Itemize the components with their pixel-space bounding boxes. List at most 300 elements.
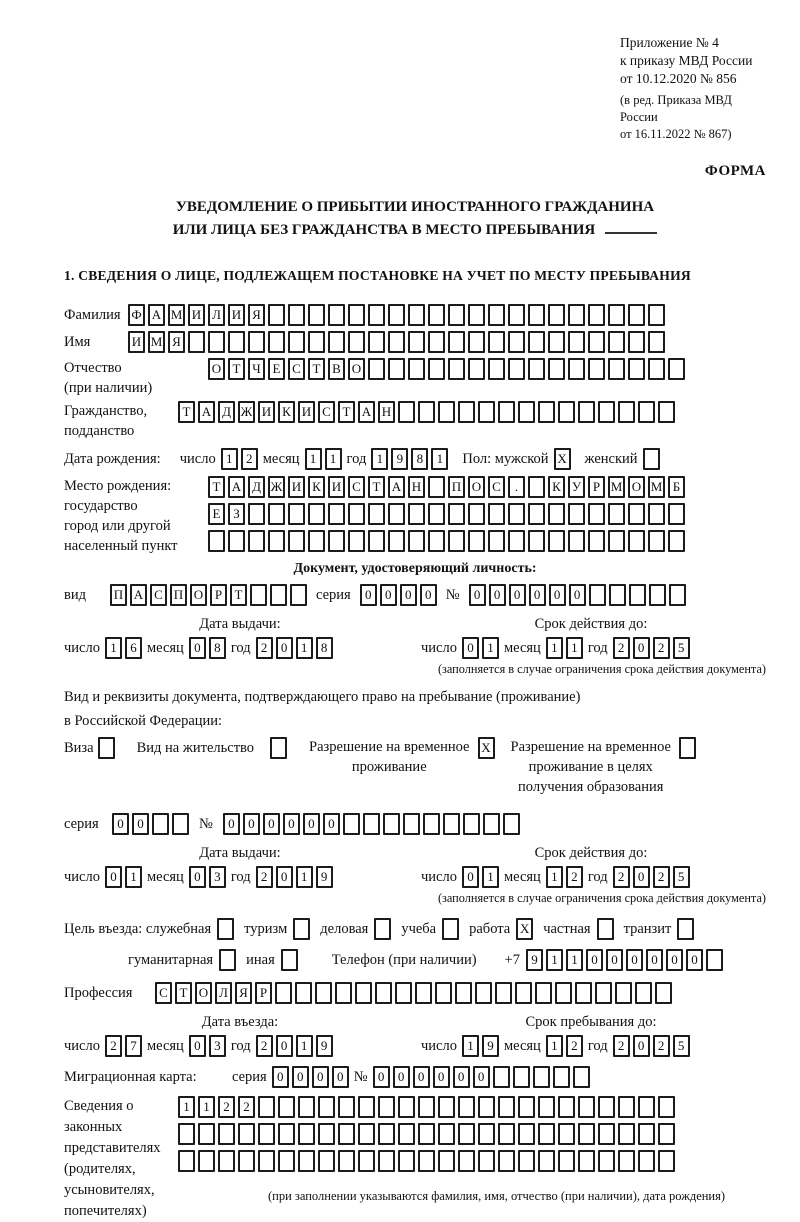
char-box[interactable]: Я: [168, 331, 185, 353]
char-box[interactable]: [528, 476, 545, 498]
char-box[interactable]: [518, 401, 535, 423]
char-box[interactable]: М: [148, 331, 165, 353]
char-box[interactable]: 0: [393, 1066, 410, 1088]
char-box[interactable]: И: [228, 304, 245, 326]
char-box[interactable]: [398, 401, 415, 423]
char-box[interactable]: [528, 304, 545, 326]
char-box[interactable]: [268, 331, 285, 353]
char-box[interactable]: [308, 304, 325, 326]
char-box[interactable]: [308, 331, 325, 353]
char-box[interactable]: [248, 331, 265, 353]
char-box[interactable]: [448, 530, 465, 552]
char-box[interactable]: 0: [633, 866, 650, 888]
char-box[interactable]: [368, 530, 385, 552]
char-box[interactable]: [538, 1096, 555, 1118]
char-box[interactable]: А: [198, 401, 215, 423]
char-box[interactable]: [468, 358, 485, 380]
char-box[interactable]: [438, 1123, 455, 1145]
char-box[interactable]: С: [488, 476, 505, 498]
char-box[interactable]: [597, 918, 614, 940]
char-box[interactable]: [578, 1150, 595, 1172]
char-box[interactable]: [438, 401, 455, 423]
char-box[interactable]: [363, 813, 380, 835]
char-box[interactable]: [298, 1123, 315, 1145]
char-box[interactable]: [448, 304, 465, 326]
char-box[interactable]: А: [148, 304, 165, 326]
char-box[interactable]: [598, 1150, 615, 1172]
char-box[interactable]: 1: [296, 866, 313, 888]
char-box[interactable]: Т: [230, 584, 247, 606]
char-box[interactable]: [248, 503, 265, 525]
char-box[interactable]: О: [468, 476, 485, 498]
char-box[interactable]: [528, 331, 545, 353]
char-box[interactable]: [208, 331, 225, 353]
char-box[interactable]: [418, 1096, 435, 1118]
char-box[interactable]: [378, 1150, 395, 1172]
char-box[interactable]: [418, 1123, 435, 1145]
char-box[interactable]: [568, 358, 585, 380]
char-box[interactable]: К: [548, 476, 565, 498]
char-box[interactable]: [418, 1150, 435, 1172]
char-box[interactable]: [488, 503, 505, 525]
char-box[interactable]: О: [628, 476, 645, 498]
char-box[interactable]: [508, 304, 525, 326]
char-box[interactable]: 0: [223, 813, 240, 835]
char-box[interactable]: 1: [198, 1096, 215, 1118]
char-box[interactable]: [588, 530, 605, 552]
char-box[interactable]: [348, 503, 365, 525]
char-box[interactable]: [338, 1150, 355, 1172]
char-box[interactable]: [677, 918, 694, 940]
char-box[interactable]: У: [568, 476, 585, 498]
char-box[interactable]: С: [288, 358, 305, 380]
char-box[interactable]: [408, 358, 425, 380]
char-box[interactable]: М: [608, 476, 625, 498]
char-box[interactable]: [618, 1123, 635, 1145]
char-box[interactable]: [508, 503, 525, 525]
char-box[interactable]: 3: [209, 1035, 226, 1057]
char-box[interactable]: [368, 304, 385, 326]
char-box[interactable]: 0: [473, 1066, 490, 1088]
char-box[interactable]: 0: [243, 813, 260, 835]
char-box[interactable]: Ж: [268, 476, 285, 498]
char-box[interactable]: [658, 1096, 675, 1118]
char-box[interactable]: 6: [125, 637, 142, 659]
char-box[interactable]: Н: [378, 401, 395, 423]
char-box[interactable]: И: [288, 476, 305, 498]
char-box[interactable]: [588, 304, 605, 326]
char-box[interactable]: [535, 982, 552, 1004]
char-box[interactable]: Д: [218, 401, 235, 423]
char-box[interactable]: Н: [408, 476, 425, 498]
char-box[interactable]: 0: [646, 949, 663, 971]
char-box[interactable]: [598, 1096, 615, 1118]
char-box[interactable]: [578, 1123, 595, 1145]
char-box[interactable]: [270, 584, 287, 606]
char-box[interactable]: Т: [208, 476, 225, 498]
char-box[interactable]: [343, 813, 360, 835]
char-box[interactable]: С: [318, 401, 335, 423]
char-box[interactable]: [668, 530, 685, 552]
char-box[interactable]: [358, 1123, 375, 1145]
char-box[interactable]: 1: [482, 866, 499, 888]
char-box[interactable]: [408, 503, 425, 525]
char-box[interactable]: [428, 503, 445, 525]
char-box[interactable]: [649, 584, 666, 606]
char-box[interactable]: [388, 331, 405, 353]
char-box[interactable]: [328, 304, 345, 326]
char-box[interactable]: [498, 1150, 515, 1172]
char-box[interactable]: [448, 503, 465, 525]
char-box[interactable]: [268, 530, 285, 552]
char-box[interactable]: [628, 358, 645, 380]
char-box[interactable]: [503, 813, 520, 835]
char-box[interactable]: [518, 1150, 535, 1172]
char-box[interactable]: [598, 1123, 615, 1145]
char-box[interactable]: 2: [613, 637, 630, 659]
char-box[interactable]: О: [208, 358, 225, 380]
char-box[interactable]: [408, 530, 425, 552]
char-box[interactable]: [403, 813, 420, 835]
char-box[interactable]: [308, 503, 325, 525]
char-box[interactable]: Л: [215, 982, 232, 1004]
char-box[interactable]: 0: [606, 949, 623, 971]
char-box[interactable]: 1: [566, 637, 583, 659]
char-box[interactable]: 1: [546, 866, 563, 888]
char-box[interactable]: Б: [668, 476, 685, 498]
char-box[interactable]: [318, 1150, 335, 1172]
char-box[interactable]: Р: [210, 584, 227, 606]
char-box[interactable]: [478, 401, 495, 423]
char-box[interactable]: Л: [208, 304, 225, 326]
char-box[interactable]: [658, 401, 675, 423]
char-box[interactable]: [608, 358, 625, 380]
char-box[interactable]: [668, 358, 685, 380]
char-box[interactable]: [258, 1123, 275, 1145]
char-box[interactable]: [258, 1150, 275, 1172]
char-box[interactable]: 0: [263, 813, 280, 835]
char-box[interactable]: [568, 331, 585, 353]
char-box[interactable]: С: [155, 982, 172, 1004]
char-box[interactable]: [615, 982, 632, 1004]
char-box[interactable]: [508, 331, 525, 353]
char-box[interactable]: О: [190, 584, 207, 606]
char-box[interactable]: 2: [613, 866, 630, 888]
char-box[interactable]: 7: [125, 1035, 142, 1057]
char-box[interactable]: [609, 584, 626, 606]
char-box[interactable]: 0: [489, 584, 506, 606]
char-box[interactable]: [555, 982, 572, 1004]
char-box[interactable]: 2: [653, 866, 670, 888]
char-box[interactable]: 9: [391, 448, 408, 470]
char-box[interactable]: [548, 530, 565, 552]
char-box[interactable]: [275, 982, 292, 1004]
char-box[interactable]: 0: [276, 1035, 293, 1057]
char-box[interactable]: [368, 503, 385, 525]
char-box[interactable]: [498, 401, 515, 423]
char-box[interactable]: [608, 331, 625, 353]
char-box[interactable]: [228, 530, 245, 552]
char-box[interactable]: [172, 813, 189, 835]
char-box[interactable]: [488, 331, 505, 353]
char-box[interactable]: 9: [316, 866, 333, 888]
char-box[interactable]: [628, 304, 645, 326]
char-box[interactable]: Ж: [238, 401, 255, 423]
char-box[interactable]: 0: [276, 866, 293, 888]
char-box[interactable]: [493, 1066, 510, 1088]
char-box[interactable]: К: [278, 401, 295, 423]
char-box[interactable]: [188, 331, 205, 353]
char-box[interactable]: [635, 982, 652, 1004]
char-box[interactable]: 0: [400, 584, 417, 606]
char-box[interactable]: 0: [529, 584, 546, 606]
char-box[interactable]: [335, 982, 352, 1004]
char-box[interactable]: И: [188, 304, 205, 326]
char-box[interactable]: [595, 982, 612, 1004]
char-box[interactable]: 2: [653, 637, 670, 659]
char-box[interactable]: [248, 530, 265, 552]
char-box[interactable]: [295, 982, 312, 1004]
char-box[interactable]: 1: [125, 866, 142, 888]
char-box[interactable]: [288, 331, 305, 353]
char-box[interactable]: 2: [105, 1035, 122, 1057]
char-box[interactable]: [428, 476, 445, 498]
char-box[interactable]: 0: [509, 584, 526, 606]
char-box[interactable]: 0: [132, 813, 149, 835]
char-box[interactable]: Р: [255, 982, 272, 1004]
char-box[interactable]: [198, 1150, 215, 1172]
char-box[interactable]: [458, 401, 475, 423]
char-box[interactable]: [538, 1150, 555, 1172]
char-box[interactable]: [518, 1123, 535, 1145]
char-box[interactable]: [250, 584, 267, 606]
char-box[interactable]: Я: [235, 982, 252, 1004]
char-box[interactable]: 0: [666, 949, 683, 971]
char-box[interactable]: [548, 503, 565, 525]
char-box[interactable]: 0: [433, 1066, 450, 1088]
char-box[interactable]: 1: [296, 637, 313, 659]
char-box[interactable]: 2: [241, 448, 258, 470]
char-box[interactable]: X: [554, 448, 571, 470]
char-box[interactable]: [368, 358, 385, 380]
char-box[interactable]: [238, 1150, 255, 1172]
char-box[interactable]: [478, 1096, 495, 1118]
char-box[interactable]: 1: [431, 448, 448, 470]
char-box[interactable]: [483, 813, 500, 835]
char-box[interactable]: Ч: [248, 358, 265, 380]
char-box[interactable]: 1: [305, 448, 322, 470]
char-box[interactable]: [638, 401, 655, 423]
char-box[interactable]: [448, 331, 465, 353]
char-box[interactable]: С: [150, 584, 167, 606]
char-box[interactable]: [328, 530, 345, 552]
char-box[interactable]: [228, 331, 245, 353]
char-box[interactable]: [290, 584, 307, 606]
char-box[interactable]: [568, 503, 585, 525]
char-box[interactable]: [348, 530, 365, 552]
char-box[interactable]: [568, 530, 585, 552]
char-box[interactable]: [558, 1123, 575, 1145]
char-box[interactable]: [318, 1096, 335, 1118]
char-box[interactable]: [368, 331, 385, 353]
char-box[interactable]: [398, 1096, 415, 1118]
char-box[interactable]: 1: [296, 1035, 313, 1057]
char-box[interactable]: 0: [105, 866, 122, 888]
char-box[interactable]: [475, 982, 492, 1004]
char-box[interactable]: [288, 304, 305, 326]
char-box[interactable]: [638, 1150, 655, 1172]
char-box[interactable]: [655, 982, 672, 1004]
char-box[interactable]: 0: [189, 866, 206, 888]
char-box[interactable]: 8: [316, 637, 333, 659]
char-box[interactable]: 0: [373, 1066, 390, 1088]
char-box[interactable]: [219, 949, 236, 971]
char-box[interactable]: М: [648, 476, 665, 498]
char-box[interactable]: [308, 530, 325, 552]
char-box[interactable]: С: [348, 476, 365, 498]
char-box[interactable]: Я: [248, 304, 265, 326]
char-box[interactable]: [318, 1123, 335, 1145]
char-box[interactable]: 1: [482, 637, 499, 659]
char-box[interactable]: 0: [112, 813, 129, 835]
char-box[interactable]: [508, 530, 525, 552]
char-box[interactable]: [575, 982, 592, 1004]
char-box[interactable]: [278, 1123, 295, 1145]
char-box[interactable]: [428, 304, 445, 326]
char-box[interactable]: [238, 1123, 255, 1145]
char-box[interactable]: 2: [566, 866, 583, 888]
char-box[interactable]: [668, 503, 685, 525]
char-box[interactable]: [375, 982, 392, 1004]
char-box[interactable]: 5: [673, 637, 690, 659]
char-box[interactable]: 8: [209, 637, 226, 659]
char-box[interactable]: Е: [268, 358, 285, 380]
char-box[interactable]: [418, 401, 435, 423]
char-box[interactable]: [398, 1150, 415, 1172]
char-box[interactable]: [648, 503, 665, 525]
char-box[interactable]: [648, 331, 665, 353]
char-box[interactable]: [435, 982, 452, 1004]
char-box[interactable]: 0: [413, 1066, 430, 1088]
char-box[interactable]: [442, 918, 459, 940]
char-box[interactable]: X: [516, 918, 533, 940]
char-box[interactable]: 0: [686, 949, 703, 971]
char-box[interactable]: 0: [569, 584, 586, 606]
char-box[interactable]: 0: [380, 584, 397, 606]
char-box[interactable]: [458, 1150, 475, 1172]
char-box[interactable]: [268, 304, 285, 326]
char-box[interactable]: [388, 304, 405, 326]
char-box[interactable]: [538, 401, 555, 423]
char-box[interactable]: [378, 1096, 395, 1118]
char-box[interactable]: [208, 530, 225, 552]
char-box[interactable]: А: [228, 476, 245, 498]
char-box[interactable]: [408, 331, 425, 353]
char-box[interactable]: [178, 1150, 195, 1172]
char-box[interactable]: 0: [453, 1066, 470, 1088]
char-box[interactable]: 0: [303, 813, 320, 835]
char-box[interactable]: 0: [292, 1066, 309, 1088]
char-box[interactable]: 2: [218, 1096, 235, 1118]
char-box[interactable]: Е: [208, 503, 225, 525]
char-box[interactable]: [178, 1123, 195, 1145]
char-box[interactable]: И: [128, 331, 145, 353]
char-box[interactable]: 0: [420, 584, 437, 606]
char-box[interactable]: И: [328, 476, 345, 498]
char-box[interactable]: 3: [209, 866, 226, 888]
char-box[interactable]: [643, 448, 660, 470]
char-box[interactable]: [98, 737, 115, 759]
char-box[interactable]: [258, 1096, 275, 1118]
char-box[interactable]: [278, 1150, 295, 1172]
char-box[interactable]: [578, 1096, 595, 1118]
char-box[interactable]: Ф: [128, 304, 145, 326]
char-box[interactable]: [558, 1150, 575, 1172]
char-box[interactable]: [438, 1150, 455, 1172]
char-box[interactable]: [648, 304, 665, 326]
char-box[interactable]: [281, 949, 298, 971]
char-box[interactable]: [388, 358, 405, 380]
char-box[interactable]: 2: [566, 1035, 583, 1057]
char-box[interactable]: [488, 358, 505, 380]
char-box[interactable]: [463, 813, 480, 835]
char-box[interactable]: 0: [360, 584, 377, 606]
char-box[interactable]: 0: [276, 637, 293, 659]
char-box[interactable]: 0: [283, 813, 300, 835]
char-box[interactable]: [458, 1123, 475, 1145]
char-box[interactable]: 0: [462, 637, 479, 659]
char-box[interactable]: 2: [256, 1035, 273, 1057]
char-box[interactable]: [513, 1066, 530, 1088]
char-box[interactable]: [355, 982, 372, 1004]
char-box[interactable]: [378, 1123, 395, 1145]
char-box[interactable]: [533, 1066, 550, 1088]
char-box[interactable]: [548, 358, 565, 380]
char-box[interactable]: [408, 304, 425, 326]
char-box[interactable]: А: [130, 584, 147, 606]
char-box[interactable]: [618, 1150, 635, 1172]
char-box[interactable]: [338, 1123, 355, 1145]
char-box[interactable]: [573, 1066, 590, 1088]
char-box[interactable]: [548, 331, 565, 353]
char-box[interactable]: [658, 1150, 675, 1172]
char-box[interactable]: [448, 358, 465, 380]
char-box[interactable]: [298, 1150, 315, 1172]
char-box[interactable]: 1: [462, 1035, 479, 1057]
char-box[interactable]: [388, 503, 405, 525]
char-box[interactable]: [658, 1123, 675, 1145]
char-box[interactable]: [558, 1096, 575, 1118]
char-box[interactable]: [629, 584, 646, 606]
char-box[interactable]: 1: [371, 448, 388, 470]
char-box[interactable]: П: [448, 476, 465, 498]
char-box[interactable]: 0: [323, 813, 340, 835]
char-box[interactable]: [338, 1096, 355, 1118]
char-box[interactable]: [528, 358, 545, 380]
char-box[interactable]: П: [110, 584, 127, 606]
char-box[interactable]: [315, 982, 332, 1004]
char-box[interactable]: [278, 1096, 295, 1118]
char-box[interactable]: 0: [312, 1066, 329, 1088]
char-box[interactable]: [298, 1096, 315, 1118]
char-box[interactable]: 9: [316, 1035, 333, 1057]
char-box[interactable]: 2: [256, 637, 273, 659]
char-box[interactable]: 0: [189, 1035, 206, 1057]
char-box[interactable]: [518, 1096, 535, 1118]
char-box[interactable]: [268, 503, 285, 525]
char-box[interactable]: [443, 813, 460, 835]
char-box[interactable]: [578, 401, 595, 423]
